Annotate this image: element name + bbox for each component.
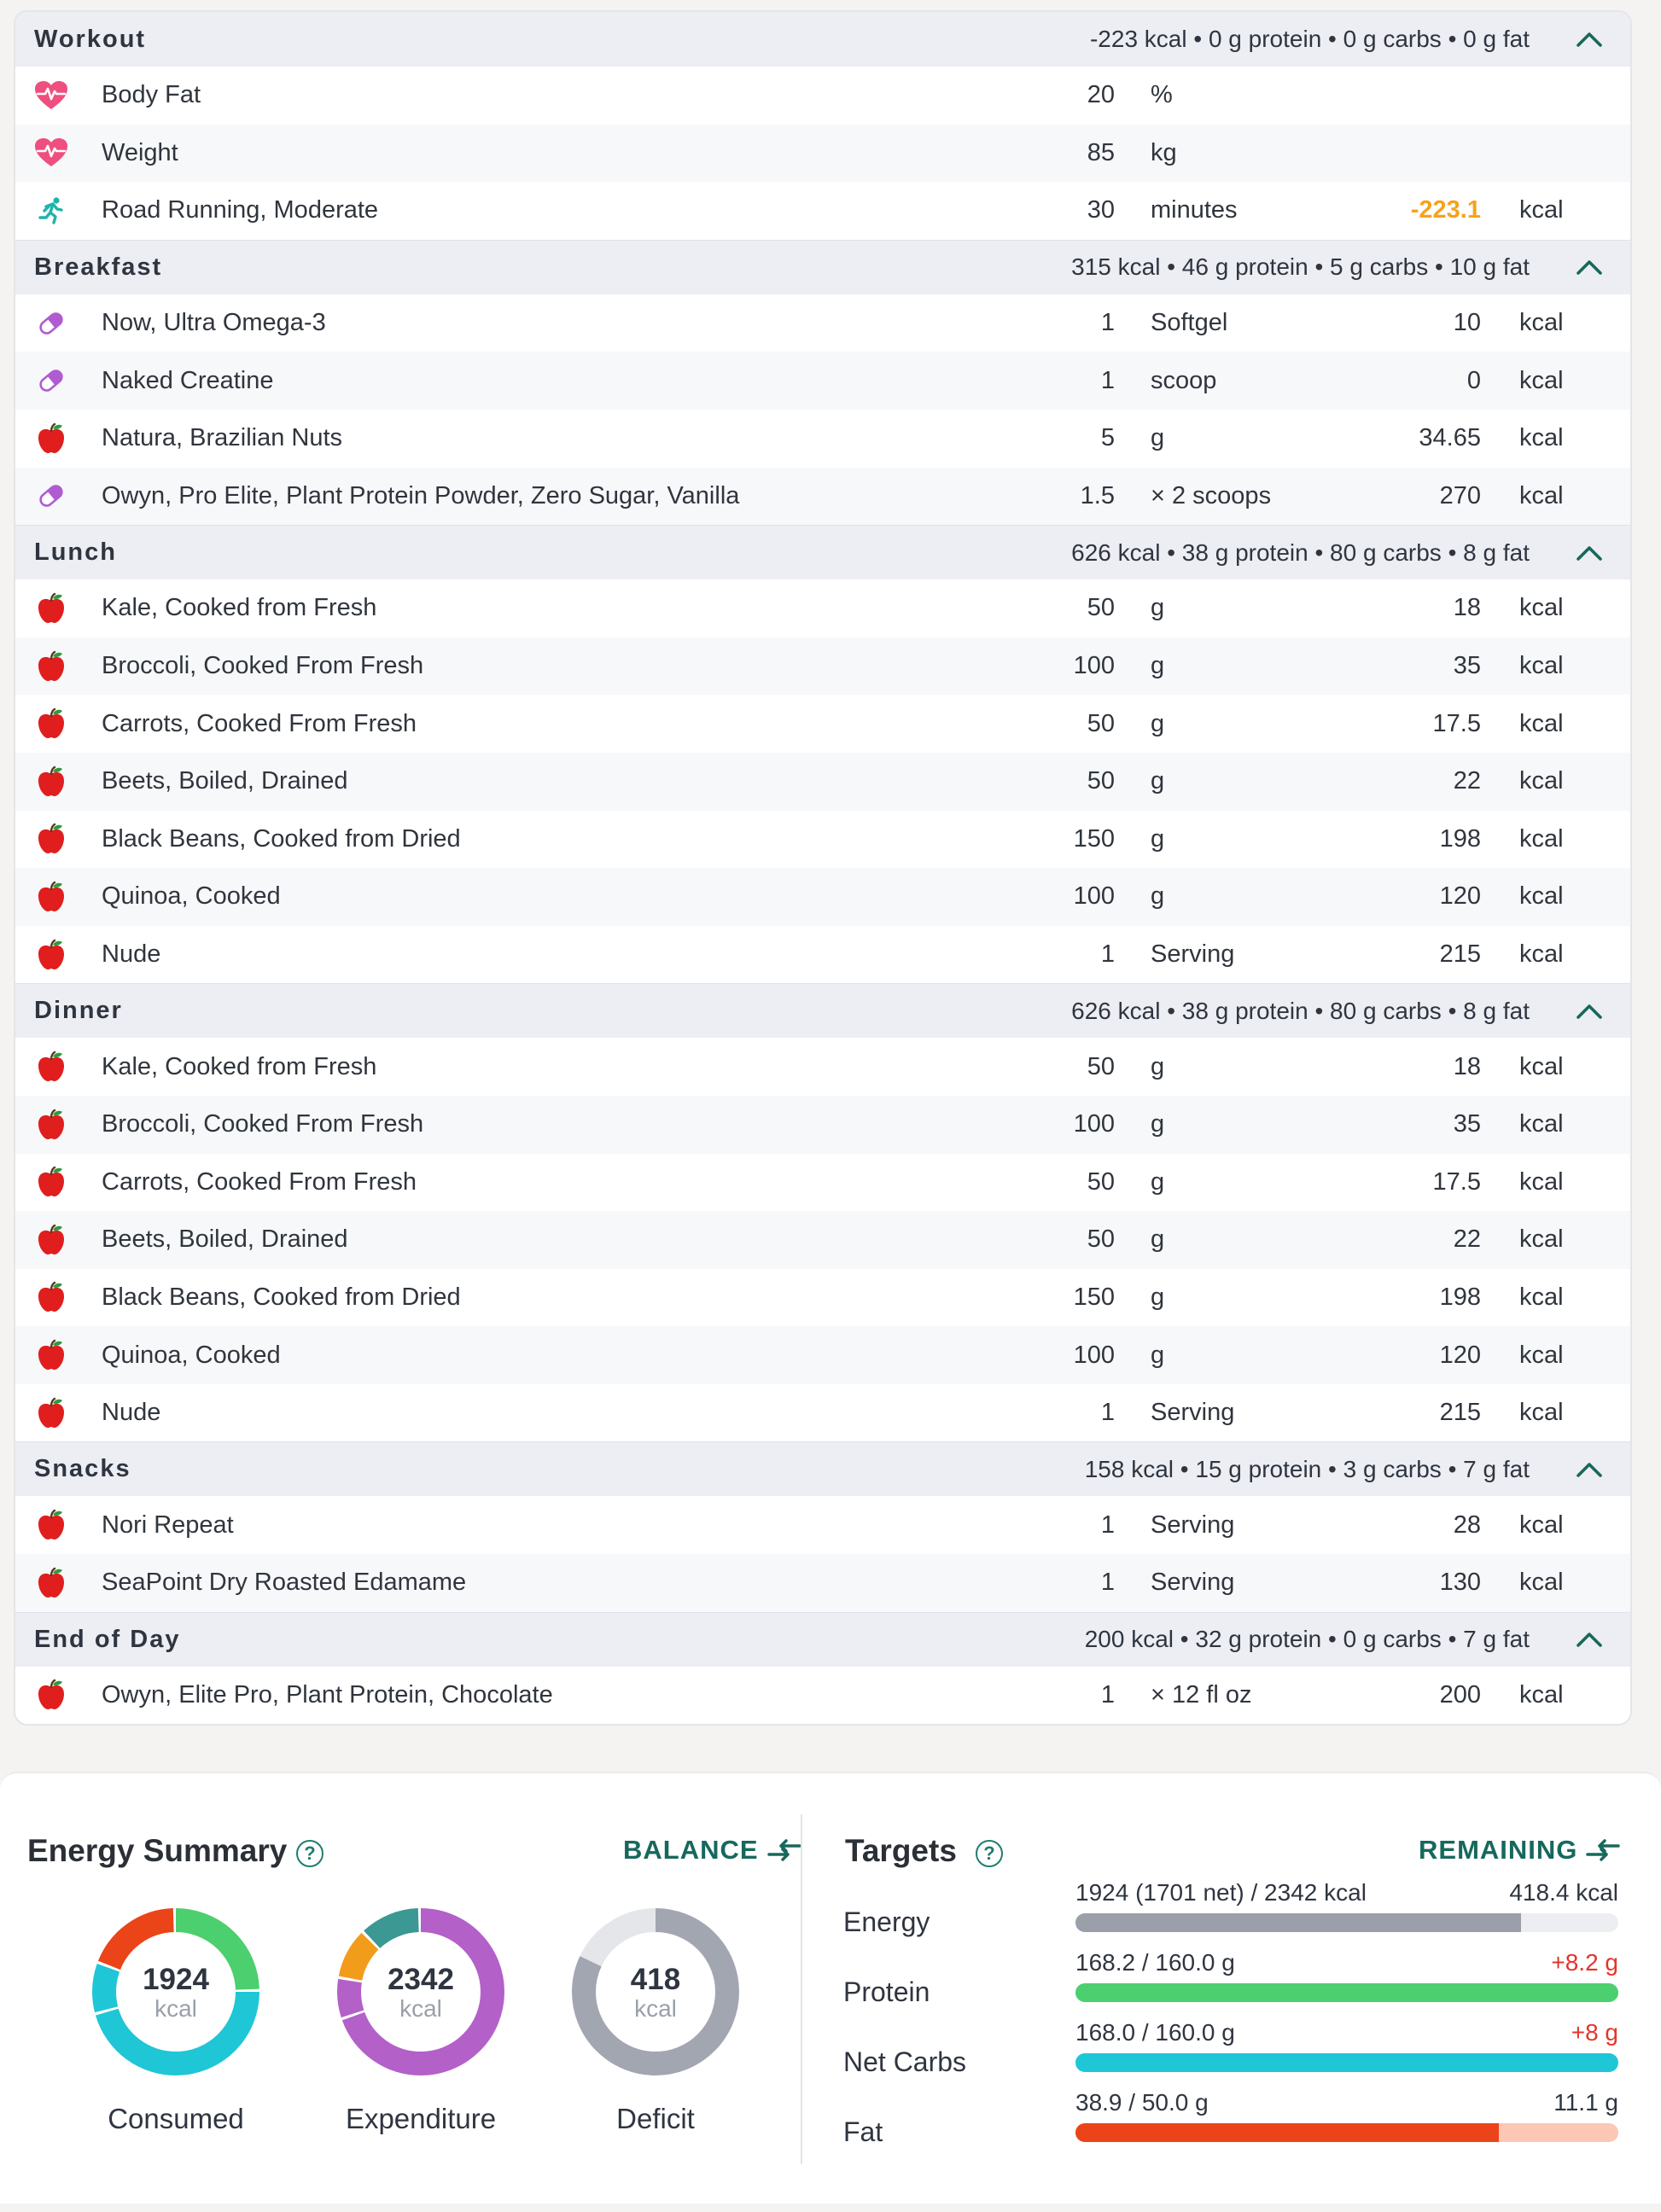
entry-kcal: 10 (1453, 309, 1481, 337)
entry-kcal-unit: kcal (1519, 1511, 1564, 1539)
diary-entry-row[interactable] (15, 352, 1630, 410)
entry-unit[interactable]: Serving (1151, 940, 1235, 969)
diary-entry-row[interactable] (15, 1384, 1630, 1442)
entry-kcal: 120 (1439, 882, 1481, 911)
entry-name: Weight (102, 138, 178, 166)
entry-kcal: 35 (1453, 652, 1481, 680)
meal-header-dinner[interactable] (15, 983, 1630, 1038)
diary-entry-row[interactable] (15, 294, 1630, 352)
apple-icon (34, 1396, 68, 1430)
entry-name: Nude (102, 1399, 161, 1427)
meal-title: Breakfast (34, 253, 163, 281)
entry-unit[interactable]: g (1151, 652, 1165, 680)
pill-icon (34, 479, 68, 513)
entry-name: Black Beans, Cooked from Dried (102, 1283, 461, 1311)
entry-quantity[interactable]: 50 (1087, 1225, 1115, 1254)
chevron-up-icon[interactable] (1571, 248, 1608, 286)
entry-name: Owyn, Pro Elite, Plant Protein Powder, Zero Sugar, Vanilla (102, 481, 740, 509)
apple-icon (34, 1280, 68, 1314)
chevron-up-icon[interactable] (1571, 992, 1608, 1030)
deficit-unit: kcal (634, 1995, 677, 2022)
entry-unit[interactable]: g (1151, 1110, 1165, 1138)
meal-title: Lunch (34, 538, 117, 567)
entry-kcal-unit: kcal (1519, 1341, 1564, 1369)
diary-entry-row[interactable] (15, 1326, 1630, 1384)
expenditure-label: Expenditure (345, 2103, 497, 2134)
diary-entry-row[interactable] (15, 1211, 1630, 1269)
entry-quantity[interactable]: 30 (1087, 196, 1115, 224)
entry-quantity[interactable]: 50 (1087, 767, 1115, 795)
entry-quantity[interactable]: 1 (1100, 940, 1115, 969)
entry-kcal: 17.5 (1432, 709, 1481, 737)
consumed-label: Consumed (108, 2103, 244, 2134)
entry-name: Beets, Boiled, Drained (102, 1225, 348, 1254)
apple-icon (34, 1108, 68, 1142)
deficit-label: Deficit (616, 2103, 695, 2134)
apple-icon (34, 649, 68, 684)
entry-kcal: 130 (1439, 1569, 1481, 1597)
entry-unit[interactable]: kg (1151, 138, 1177, 166)
entry-kcal-unit: kcal (1519, 366, 1564, 394)
target-progress-fill (1075, 2123, 1499, 2142)
meal-items-list (15, 579, 1630, 983)
target-detail: 38.9 / 50.0 g (1075, 2089, 1209, 2116)
entry-unit[interactable]: Serving (1151, 1399, 1235, 1427)
meal-items-list (15, 1038, 1630, 1441)
entry-kcal: 17.5 (1432, 1167, 1481, 1196)
entry-kcal: 0 (1466, 366, 1481, 394)
diary-entry-row[interactable] (15, 753, 1630, 811)
food-diary (14, 10, 1632, 1726)
chevron-up-icon[interactable] (1571, 1451, 1608, 1488)
target-detail: 1924 (1701 net) / 2342 kcal (1075, 1879, 1367, 1906)
entry-name: Carrots, Cooked From Fresh (102, 1167, 417, 1196)
entry-kcal: 120 (1439, 1341, 1481, 1369)
entry-kcal: 18 (1453, 594, 1481, 622)
entry-kcal-unit: kcal (1519, 1399, 1564, 1427)
entry-quantity[interactable]: 1 (1100, 309, 1115, 337)
chevron-up-icon[interactable] (1571, 20, 1608, 58)
entry-kcal: 215 (1439, 940, 1481, 969)
entry-kcal-unit: kcal (1519, 424, 1564, 452)
entry-unit[interactable]: Softgel (1151, 309, 1228, 337)
running-icon (34, 194, 68, 228)
expenditure-value: 2342 (388, 1963, 454, 1996)
pill-icon (34, 306, 68, 341)
entry-unit[interactable]: g (1151, 709, 1165, 737)
diary-entry-row[interactable] (15, 1667, 1630, 1725)
target-label-energy: Energy (843, 1906, 930, 1937)
diary-entry-row[interactable] (15, 695, 1630, 753)
heart-pulse-icon (34, 136, 68, 170)
entry-unit[interactable]: × 12 fl oz (1151, 1680, 1252, 1708)
entry-kcal: 198 (1439, 824, 1481, 853)
entry-unit[interactable]: g (1151, 1052, 1165, 1080)
heart-pulse-icon (34, 79, 68, 113)
entry-kcal: 200 (1439, 1680, 1481, 1708)
entry-kcal-unit: kcal (1519, 652, 1564, 680)
diary-entry-row[interactable] (15, 468, 1630, 526)
entry-kcal-unit: kcal (1519, 594, 1564, 622)
apple-icon (34, 1223, 68, 1257)
entry-kcal: 35 (1453, 1110, 1481, 1138)
entry-kcal: 22 (1453, 767, 1481, 795)
entry-name: Nude (102, 940, 161, 969)
entry-name: Kale, Cooked from Fresh (102, 594, 377, 622)
entry-kcal-unit: kcal (1519, 1225, 1564, 1254)
entry-unit[interactable]: Serving (1151, 1569, 1235, 1597)
target-remaining: 418.4 kcal (1509, 1879, 1618, 1906)
expenditure-unit: kcal (399, 1995, 442, 2022)
target-detail: 168.0 / 160.0 g (1075, 2019, 1235, 2046)
consumed-value: 1924 (143, 1963, 209, 1996)
meal-title: End of Day (34, 1625, 181, 1653)
apple-icon (34, 1050, 68, 1084)
entry-unit[interactable]: scoop (1151, 366, 1217, 394)
entry-quantity[interactable]: 1 (1100, 1569, 1115, 1597)
target-label-fat: Fat (843, 2116, 883, 2147)
entry-quantity[interactable]: 50 (1087, 1052, 1115, 1080)
apple-icon (34, 938, 68, 972)
entry-quantity[interactable]: 100 (1073, 652, 1115, 680)
meal-header-end-of-day[interactable] (15, 1612, 1630, 1667)
entry-name: Owyn, Elite Pro, Plant Protein, Chocolate (102, 1680, 553, 1708)
entry-kcal-unit: kcal (1519, 1110, 1564, 1138)
remaining-toggle-button[interactable] (1419, 1835, 1620, 1866)
apple-icon (34, 765, 68, 799)
meal-items-list (15, 1496, 1630, 1611)
meal-header-snacks[interactable] (15, 1441, 1630, 1496)
entry-kcal-unit: kcal (1519, 709, 1564, 737)
entry-quantity[interactable]: 1 (1100, 1511, 1115, 1539)
entry-name: Naked Creatine (102, 366, 274, 394)
target-remaining: +8.2 g (1551, 1949, 1618, 1976)
energy-summary-help-icon[interactable]: ? (296, 1840, 323, 1867)
entry-name: Broccoli, Cooked From Fresh (102, 1110, 424, 1138)
meal-title: Dinner (34, 997, 123, 1025)
entry-unit[interactable]: g (1151, 424, 1165, 452)
entry-quantity[interactable]: 5 (1100, 424, 1115, 452)
entry-kcal-unit: kcal (1519, 196, 1564, 224)
entry-name: Kale, Cooked from Fresh (102, 1052, 377, 1080)
apple-icon (34, 591, 68, 626)
meal-title: Snacks (34, 1455, 131, 1483)
diary-entry-row[interactable] (15, 868, 1630, 926)
target-detail: 168.2 / 160.0 g (1075, 1949, 1235, 1976)
deficit-value: 418 (630, 1963, 681, 1996)
apple-icon (34, 1678, 68, 1712)
target-progress-bar (1075, 1913, 1618, 1932)
entry-kcal-unit: kcal (1519, 309, 1564, 337)
entry-unit[interactable]: minutes (1151, 196, 1238, 224)
entry-kcal-unit: kcal (1519, 1569, 1564, 1597)
entry-kcal-unit: kcal (1519, 481, 1564, 509)
meal-header-lunch[interactable] (15, 525, 1630, 579)
meal-items-list (15, 1667, 1630, 1725)
entry-unit[interactable]: g (1151, 594, 1165, 622)
entry-name: Natura, Brazilian Nuts (102, 424, 343, 452)
entry-name: Beets, Boiled, Drained (102, 767, 348, 795)
entry-unit[interactable]: g (1151, 767, 1165, 795)
diary-entry-row[interactable] (15, 1038, 1630, 1096)
apple-icon (34, 1165, 68, 1199)
meal-summary: 626 kcal • 38 g protein • 80 g carbs • 8 g fat (1071, 538, 1530, 566)
entry-quantity[interactable]: 150 (1073, 1283, 1115, 1311)
diary-entry-row[interactable] (15, 410, 1630, 468)
entry-unit[interactable]: g (1151, 882, 1165, 911)
energy-summary-title: Energy Summary (27, 1833, 288, 1868)
entry-name: Broccoli, Cooked From Fresh (102, 652, 424, 680)
diary-entry-row[interactable] (15, 637, 1630, 696)
entry-kcal: 22 (1453, 1225, 1481, 1254)
diary-entry-row[interactable] (15, 926, 1630, 984)
meal-header-breakfast[interactable] (15, 240, 1630, 294)
entry-kcal: 198 (1439, 1283, 1481, 1311)
entry-kcal-unit: kcal (1519, 767, 1564, 795)
entry-quantity[interactable]: 100 (1073, 1341, 1115, 1369)
entry-name: Quinoa, Cooked (102, 1341, 281, 1369)
targets-help-icon[interactable]: ? (976, 1840, 1003, 1867)
consumed-unit: kcal (154, 1995, 197, 2022)
diary-entry-row[interactable] (15, 1496, 1630, 1554)
diary-entry-row[interactable] (15, 1269, 1630, 1327)
entry-kcal: 18 (1453, 1052, 1481, 1080)
entry-name: Nori Repeat (102, 1511, 234, 1539)
entry-quantity[interactable]: 100 (1073, 882, 1115, 911)
diary-entry-row[interactable] (15, 67, 1630, 125)
balance-toggle-button[interactable] (623, 1835, 801, 1866)
entry-quantity[interactable]: 50 (1087, 709, 1115, 737)
entry-quantity[interactable]: 1.5 (1080, 481, 1115, 509)
target-label-protein: Protein (843, 1976, 930, 2007)
target-progress-fill (1075, 1983, 1618, 2002)
target-remaining: 11.1 g (1553, 2089, 1618, 2116)
entry-kcal: 270 (1439, 481, 1481, 509)
entry-quantity[interactable]: 1 (1100, 1399, 1115, 1427)
apple-icon (34, 1508, 68, 1542)
diary-entry-row[interactable] (15, 811, 1630, 869)
meal-summary: 626 kcal • 38 g protein • 80 g carbs • 8 g fat (1071, 997, 1530, 1024)
entry-kcal-unit: kcal (1519, 882, 1564, 911)
target-remaining: +8 g (1571, 2019, 1618, 2046)
diary-entry-row[interactable] (15, 1554, 1630, 1612)
entry-unit[interactable]: g (1151, 1341, 1165, 1369)
entry-quantity[interactable]: 20 (1087, 81, 1115, 109)
meal-title: Workout (34, 25, 147, 53)
swap-arrows-icon (767, 1837, 801, 1863)
entry-unit[interactable]: × 2 scoops (1151, 481, 1272, 509)
entry-quantity[interactable]: 85 (1087, 138, 1115, 166)
entry-quantity[interactable]: 50 (1087, 1167, 1115, 1196)
entry-kcal-unit: kcal (1519, 1680, 1564, 1708)
entry-quantity[interactable]: 1 (1100, 1680, 1115, 1708)
meal-summary: 200 kcal • 32 g protein • 0 g carbs • 7 g fat (1084, 1626, 1530, 1653)
entry-kcal: -223.1 (1410, 196, 1481, 224)
target-progress-fill (1075, 1913, 1521, 1932)
entry-name: Body Fat (102, 81, 201, 109)
diary-entry-row[interactable] (15, 579, 1630, 637)
target-progress-bar (1075, 2123, 1618, 2142)
meal-header-workout[interactable] (15, 12, 1630, 67)
diary-entry-row[interactable] (15, 1096, 1630, 1154)
pill-icon (34, 364, 68, 398)
entry-quantity[interactable]: 100 (1073, 1110, 1115, 1138)
entry-name: Carrots, Cooked From Fresh (102, 709, 417, 737)
diary-entry-row[interactable] (15, 125, 1630, 183)
summary-divider (801, 1814, 802, 2164)
entry-name: SeaPoint Dry Roasted Edamame (102, 1569, 467, 1597)
entry-name: Now, Ultra Omega-3 (102, 309, 326, 337)
entry-unit[interactable]: g (1151, 824, 1165, 853)
entry-kcal: 215 (1439, 1399, 1481, 1427)
apple-icon (34, 880, 68, 914)
entry-kcal-unit: kcal (1519, 824, 1564, 853)
chevron-up-icon[interactable] (1571, 1621, 1608, 1658)
entry-kcal-unit: kcal (1519, 940, 1564, 969)
apple-icon (34, 822, 68, 856)
target-progress-bar (1075, 2053, 1618, 2072)
meal-summary: 315 kcal • 46 g protein • 5 g carbs • 10 g fat (1071, 253, 1530, 281)
apple-icon (34, 1338, 68, 1372)
meal-summary: -223 kcal • 0 g protein • 0 g carbs • 0 g fat (1089, 26, 1530, 52)
meal-items-list (15, 67, 1630, 240)
target-progress-fill (1075, 2053, 1618, 2072)
entry-unit[interactable]: g (1151, 1283, 1165, 1311)
entry-quantity[interactable]: 150 (1073, 824, 1115, 853)
entry-kcal-unit: kcal (1519, 1283, 1564, 1311)
diary-entry-row[interactable] (15, 182, 1630, 240)
apple-icon (34, 1566, 68, 1600)
diary-entry-row[interactable] (15, 1154, 1630, 1212)
entry-unit[interactable]: % (1151, 81, 1173, 109)
summary-panel (0, 1772, 1661, 2203)
entry-name: Black Beans, Cooked from Dried (102, 824, 461, 853)
entry-unit[interactable]: g (1151, 1167, 1165, 1196)
entry-kcal-unit: kcal (1519, 1052, 1564, 1080)
entry-kcal: 34.65 (1419, 424, 1481, 452)
remaining-toggle-label: REMAINING (1419, 1835, 1578, 1865)
entry-unit[interactable]: g (1151, 1225, 1165, 1254)
entry-quantity[interactable]: 50 (1087, 594, 1115, 622)
entry-name: Road Running, Moderate (102, 196, 379, 224)
meal-items-list (15, 294, 1630, 525)
target-progress-bar (1075, 1983, 1618, 2002)
chevron-up-icon[interactable] (1571, 534, 1608, 572)
entry-kcal: 28 (1453, 1511, 1481, 1539)
entry-quantity[interactable]: 1 (1100, 366, 1115, 394)
balance-toggle-label: BALANCE (623, 1835, 759, 1865)
apple-icon (34, 707, 68, 741)
entry-kcal-unit: kcal (1519, 1167, 1564, 1196)
entry-name: Quinoa, Cooked (102, 882, 281, 911)
meal-summary: 158 kcal • 15 g protein • 3 g carbs • 7 g fat (1084, 1455, 1530, 1482)
swap-arrows-icon (1586, 1837, 1620, 1863)
targets-title: Targets (845, 1833, 957, 1868)
target-label-net-carbs: Net Carbs (843, 2046, 967, 2077)
entry-unit[interactable]: Serving (1151, 1511, 1235, 1539)
apple-icon (34, 422, 68, 456)
